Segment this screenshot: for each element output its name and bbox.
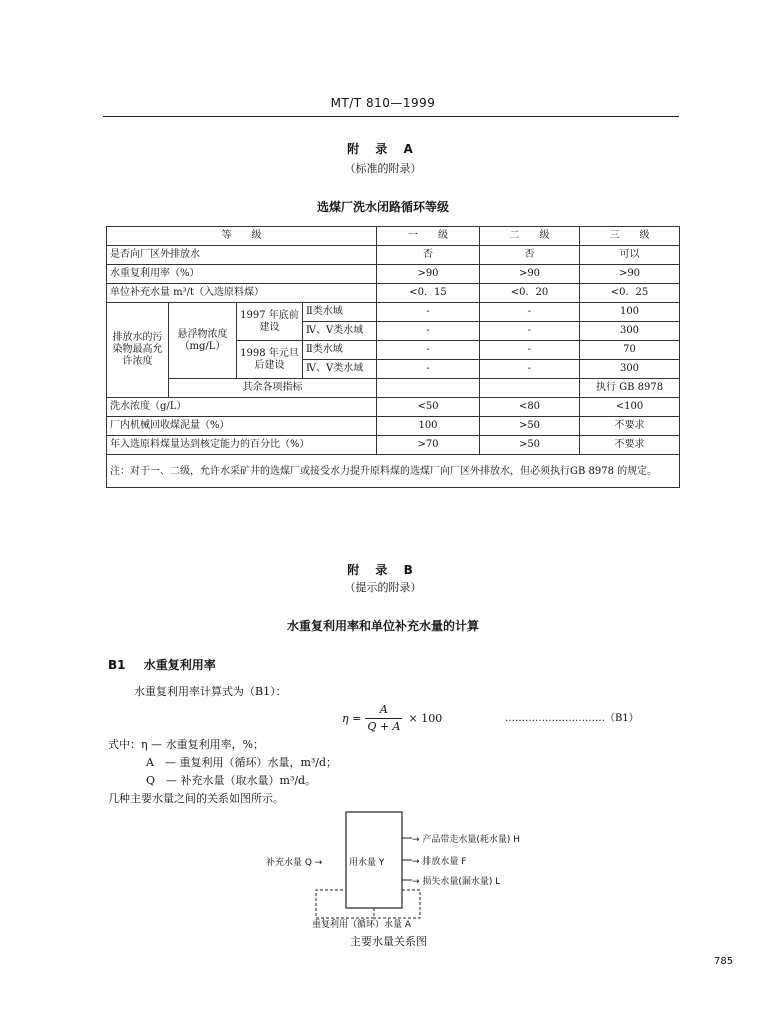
cell: 不要求	[580, 417, 680, 436]
cell: 否	[480, 246, 580, 265]
row-label: 单位补充水量 m³/t（入选原料煤）	[107, 284, 377, 303]
table-row	[107, 284, 680, 303]
section-title: 水重复利用率	[143, 658, 216, 672]
doc-code-header: MT/T 810—1999	[330, 96, 436, 110]
cell: <0．25	[580, 284, 680, 303]
formula-ref: …………………………（B1）	[505, 713, 639, 724]
row-label: 水重复利用率（%）	[107, 265, 377, 284]
table-row	[107, 303, 680, 322]
formula-intro: 水重复利用率计算式为（B1）：	[134, 685, 287, 698]
cell: -	[377, 322, 480, 341]
appendix-b-heading: 水重复利用率和单位补充水量的计算	[286, 619, 479, 633]
table-row	[107, 417, 680, 436]
appendix-a-heading: 选煤厂洗水闭路循环等级	[316, 200, 449, 214]
header-grade-2: 二 级	[480, 227, 580, 246]
formula-denominator: Q + A	[367, 720, 401, 733]
cell: >90	[480, 265, 580, 284]
water-class: Ⅳ、Ⅴ类水域	[303, 360, 377, 379]
table-row	[107, 246, 680, 265]
row-label: 是否向厂区外排放水	[107, 246, 377, 265]
table-row	[107, 436, 680, 455]
water-class: Ⅱ类水域	[303, 303, 377, 322]
cell: 不要求	[580, 436, 680, 455]
cell: >70	[377, 436, 480, 455]
period-label: 1998 年元旦后建设	[237, 341, 303, 379]
row-label: 年入选原料煤量达到核定能力的百分比（%）	[107, 436, 377, 455]
diagram-right-label: → 损失水量(漏水量) L	[412, 877, 501, 887]
diagram-intro: 几种主要水量之间的关系如图所示。	[108, 792, 284, 805]
header-grade: 等 级	[107, 227, 377, 246]
cell: -	[480, 341, 580, 360]
cell: 可以	[580, 246, 680, 265]
cell: >90	[580, 265, 680, 284]
cell: 100	[580, 303, 680, 322]
cell: 70	[580, 341, 680, 360]
suspended-solids-label: 悬浮物浓度（mg/L）	[169, 303, 237, 379]
grade-table	[106, 226, 680, 488]
header-grade-1: 一 级	[377, 227, 480, 246]
appendix-b-subtitle: （提示的附录）	[344, 581, 422, 594]
formula-fraction	[365, 702, 402, 735]
header-grade-3: 三 级	[580, 227, 680, 246]
where-line: A — 重复利用（循环）水量，m³/d；	[146, 756, 338, 769]
formula-times: × 100	[408, 711, 443, 725]
table-row	[107, 379, 680, 398]
row-label: 洗水浓度（g/L）	[107, 398, 377, 417]
formula-numerator: A	[365, 702, 402, 719]
period-label: 1997 年底前建设	[237, 303, 303, 341]
table-header-row	[107, 227, 680, 246]
cell: -	[480, 303, 580, 322]
cell: <0．20	[480, 284, 580, 303]
diagram-caption: 主要水量关系图	[350, 935, 427, 948]
table-row	[107, 398, 680, 417]
diagram-bottom-label: 重复利用（循环）水量 A	[312, 920, 412, 930]
diagram-center-label: 用水量 Y	[349, 858, 385, 868]
cell: >90	[377, 265, 480, 284]
cell: >50	[480, 417, 580, 436]
cell: 否	[377, 246, 480, 265]
appendix-b-title: 附 录 B	[347, 563, 419, 577]
water-class: Ⅳ、Ⅴ类水域	[303, 322, 377, 341]
diagram-right-label: → 产品带走水量(耗水量) H	[412, 835, 521, 845]
where-line: 式中：η — 水重复利用率，%；	[108, 738, 265, 751]
cell: <80	[480, 398, 580, 417]
cell: -	[480, 322, 580, 341]
section-b1	[108, 656, 216, 673]
section-number: B1	[108, 658, 126, 672]
cell: 300	[580, 360, 680, 379]
cell: -	[377, 360, 480, 379]
header-rule	[103, 116, 679, 117]
diagram-left-label: 补充水量 Q →	[266, 858, 323, 868]
where-line: Q — 补充水量（取水量）m³/d。	[146, 774, 317, 787]
page-number: 785	[714, 956, 734, 967]
appendix-a-subtitle: （标准的附录）	[344, 162, 422, 175]
cell: <0．15	[377, 284, 480, 303]
cell: >50	[480, 436, 580, 455]
diagram-right-label: → 排放水量 F	[412, 857, 467, 867]
water-balance-diagram	[260, 808, 560, 930]
other-indicators-label: 其余各项指标	[169, 379, 377, 398]
table-note-row	[107, 455, 680, 488]
cell: <100	[580, 398, 680, 417]
recycle-loop-right	[374, 890, 420, 918]
table-row	[107, 265, 680, 284]
appendix-a-title: 附 录 A	[347, 142, 419, 156]
cell: -	[480, 360, 580, 379]
other-indicators-value: 执行 GB 8978	[580, 379, 680, 398]
cell: -	[377, 303, 480, 322]
formula-b1	[342, 702, 442, 735]
formula-lhs: η =	[342, 711, 362, 725]
cell: 100	[377, 417, 480, 436]
row-label: 厂内机械回收煤泥量（%）	[107, 417, 377, 436]
pollutant-group-label: 排放水的污染物最高允许浓度	[107, 303, 169, 398]
table-note: 注：对于一、二级，允许水采矿井的选煤厂或接受水力提升原料煤的选煤厂向厂区外排放水，但必须执行GB 8978 的规定。	[107, 455, 680, 488]
cell: 300	[580, 322, 680, 341]
water-class: Ⅱ类水域	[303, 341, 377, 360]
recycle-loop	[316, 890, 374, 918]
cell: -	[377, 341, 480, 360]
cell: <50	[377, 398, 480, 417]
